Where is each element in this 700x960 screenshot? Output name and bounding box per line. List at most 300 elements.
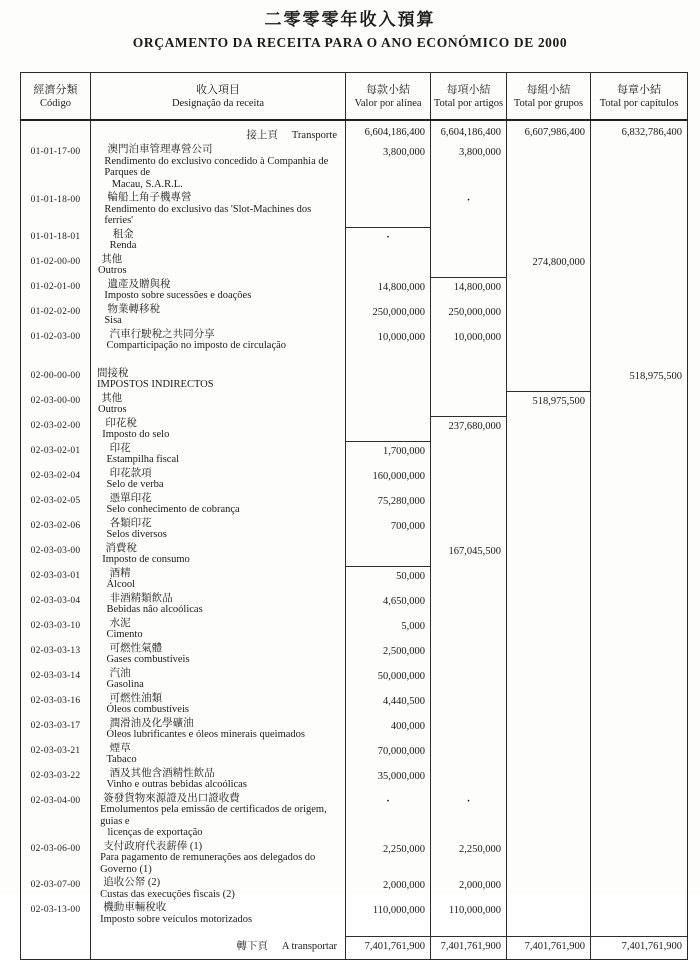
artigos-cell xyxy=(431,442,507,467)
designation-pt: Rendimento do exclusivo das 'Slot-Machines dos ferries' xyxy=(104,203,312,226)
designation-pt: Imposto de consumo xyxy=(102,554,190,565)
table-row xyxy=(21,492,688,517)
spacer-cell xyxy=(507,353,591,367)
code-cell: 02-03-03-04 xyxy=(21,592,91,617)
artigos-cell xyxy=(431,228,507,253)
artigos-cell xyxy=(431,567,507,592)
table-row xyxy=(21,442,688,467)
designation-pt: Imposto do selo xyxy=(102,429,170,440)
grupos-cell xyxy=(507,143,591,191)
grupos-cell: 518,975,500 xyxy=(507,392,591,417)
artigos-cell xyxy=(431,767,507,792)
grupos-cell xyxy=(507,767,591,792)
capitulos-cell xyxy=(591,303,688,328)
code-cell: 02-03-06-00 xyxy=(21,840,91,877)
designation-cell xyxy=(91,567,346,592)
artigos-cell: 2,250,000 xyxy=(431,840,507,877)
designation-cell xyxy=(91,328,346,353)
code-cell: 02-03-02-06 xyxy=(21,517,91,542)
grupos-cell xyxy=(507,901,591,926)
header-artigos-zh: 每項小結 xyxy=(446,83,491,96)
designation-zh: 簽發貨物來源證及出口證收費 xyxy=(103,792,240,804)
spacer-cell xyxy=(21,926,91,937)
capitulos-cell xyxy=(591,253,688,278)
code-cell: 01-01-18-00 xyxy=(21,191,91,228)
artigos-cell: 2,000,000 xyxy=(431,876,507,901)
grupos-cell xyxy=(507,742,591,767)
designation-cell xyxy=(91,278,346,303)
table-row xyxy=(21,517,688,542)
designation-pt: Sisa xyxy=(104,315,122,326)
spacer-cell xyxy=(591,926,688,937)
capitulos-cell xyxy=(591,542,688,567)
designation-zh: 酒及其他含酒精性飲品 xyxy=(109,767,215,779)
table-row xyxy=(21,901,688,926)
table-row xyxy=(21,567,688,592)
grupos-cell xyxy=(507,467,591,492)
grupos-cell xyxy=(507,442,591,467)
capitulos-cell xyxy=(591,767,688,792)
grupos-cell: 274,800,000 xyxy=(507,253,591,278)
designation-cell xyxy=(91,228,346,253)
designation-pt: Tabaco xyxy=(106,754,137,765)
grupos-cell xyxy=(507,567,591,592)
designation-pt: Gases combustíveis xyxy=(106,654,190,665)
designation-cell xyxy=(91,592,346,617)
alinea-cell: 75,280,000 xyxy=(346,492,431,517)
table-row xyxy=(21,792,688,840)
alinea-cell: 10,000,000 xyxy=(346,328,431,353)
grupos-cell xyxy=(507,667,591,692)
designation-pt: Renda xyxy=(109,240,137,251)
designation-cell xyxy=(91,642,346,667)
header-alinea xyxy=(346,73,431,121)
alinea-cell: 3,800,000 xyxy=(346,143,431,191)
artigos-cell xyxy=(431,592,507,617)
alinea-cell: 2,250,000 xyxy=(346,840,431,877)
grupos-cell xyxy=(507,278,591,303)
header-capitulos-zh: 每章小結 xyxy=(617,83,661,96)
alinea-cell xyxy=(346,253,431,278)
spacer-cell xyxy=(91,926,346,937)
grupos-cell xyxy=(507,592,591,617)
grupos-cell xyxy=(507,328,591,353)
capitulos-cell xyxy=(591,840,688,877)
grupos-cell xyxy=(507,542,591,567)
artigos-cell: 14,800,000 xyxy=(431,278,507,303)
designation-cell xyxy=(91,143,346,191)
alinea-cell xyxy=(346,417,431,442)
code-cell: 02-03-03-21 xyxy=(21,742,91,767)
grupos-cell xyxy=(507,303,591,328)
artigos-cell xyxy=(431,692,507,717)
table-row xyxy=(21,617,688,642)
carry-label-pt: A transportar xyxy=(281,940,337,952)
header-designacao-pt: Designação da receita xyxy=(171,97,265,109)
table-row xyxy=(21,392,688,417)
designation-cell xyxy=(91,191,346,228)
capitulos-cell xyxy=(591,692,688,717)
carry-row xyxy=(21,120,688,143)
artigos-cell: 237,680,000 xyxy=(431,417,507,442)
alinea-cell: · xyxy=(346,228,431,253)
designation-pt: Cimento xyxy=(106,629,143,640)
spacer-cell xyxy=(346,353,431,367)
code-cell: 02-03-00-00 xyxy=(21,392,91,417)
artigos-cell: 7,401,761,900 xyxy=(431,937,507,960)
table-row xyxy=(21,692,688,717)
designation-cell xyxy=(91,840,346,877)
artigos-cell xyxy=(431,517,507,542)
alinea-cell xyxy=(346,392,431,417)
table-row xyxy=(21,228,688,253)
carry-label-pt: Transporte xyxy=(291,130,337,141)
capitulos-cell xyxy=(591,792,688,840)
grupos-cell xyxy=(507,367,591,392)
alinea-cell xyxy=(346,542,431,567)
table-row xyxy=(21,417,688,442)
designation-zh: 機動車輛稅收 xyxy=(103,902,167,913)
designation-pt: Comparticipação no imposto de circulação xyxy=(106,340,287,351)
alinea-cell xyxy=(346,367,431,392)
header-grupos xyxy=(507,73,591,121)
code-cell: 02-03-03-17 xyxy=(21,717,91,742)
capitulos-cell xyxy=(591,417,688,442)
designation-cell xyxy=(91,717,346,742)
designation-cell xyxy=(91,692,346,717)
capitulos-cell xyxy=(591,228,688,253)
capitulos-cell xyxy=(591,901,688,926)
designation-zh: 憑單印花 xyxy=(109,492,152,504)
designation-zh: 物業轉移稅 xyxy=(107,303,160,315)
designation-cell xyxy=(91,667,346,692)
artigos-cell xyxy=(431,717,507,742)
grupos-cell xyxy=(507,417,591,442)
designation-zh: 汽車行駛稅之共同分享 xyxy=(109,328,215,340)
code-cell: 02-03-03-16 xyxy=(21,692,91,717)
table-row xyxy=(21,278,688,303)
artigos-cell xyxy=(431,742,507,767)
document-title-portuguese: ORÇAMENTO DA RECEITA PARA O ANO ECONÓMICO DE 2000 xyxy=(132,35,568,50)
artigos-cell xyxy=(431,667,507,692)
capitulos-cell xyxy=(591,191,688,228)
designation-zh: 其他 xyxy=(101,253,123,265)
header-codigo-pt: Código xyxy=(40,97,71,109)
code-cell: 02-03-13-00 xyxy=(21,901,91,926)
header-designacao-zh: 收入項目 xyxy=(196,83,240,96)
spacer-row xyxy=(21,353,688,367)
designation-zh: 追收公帑 (2) xyxy=(103,877,161,888)
grupos-cell xyxy=(507,792,591,840)
header-grupos-pt: Total por grupos xyxy=(513,97,584,109)
alinea-cell: 250,000,000 xyxy=(346,303,431,328)
grupos-cell xyxy=(507,191,591,228)
table-row xyxy=(21,717,688,742)
code-cell: 02-03-03-14 xyxy=(21,667,91,692)
header-capitulos xyxy=(591,73,688,121)
designation-cell xyxy=(91,742,346,767)
code-cell: 02-03-03-01 xyxy=(21,567,91,592)
designation-pt: Custas das execuções fiscais (2) xyxy=(100,888,235,900)
code-cell: 01-01-17-00 xyxy=(21,143,91,191)
capitulos-cell xyxy=(591,717,688,742)
grupos-cell xyxy=(507,517,591,542)
designation-pt: Rendimento do exclusivo concedido à Companhia de Parques de xyxy=(104,155,329,178)
designation-zh: 輪船上角子機專營 xyxy=(107,192,192,203)
designation-zh: 租金 xyxy=(112,228,134,240)
grupos-cell xyxy=(507,617,591,642)
grupos-cell: 7,401,761,900 xyxy=(507,937,591,960)
designation-pt: Álcool xyxy=(106,579,136,590)
designation-cell xyxy=(91,542,346,567)
capitulos-cell xyxy=(591,642,688,667)
designation-cell xyxy=(91,901,346,926)
designation-zh: 汽油 xyxy=(109,667,131,679)
alinea-cell: 4,650,000 xyxy=(346,592,431,617)
artigos-cell: · xyxy=(431,191,507,228)
designation-zh: 印花 xyxy=(109,442,131,454)
designation-cell xyxy=(91,253,346,278)
code-cell: 02-00-00-00 xyxy=(21,367,91,392)
spacer-cell xyxy=(431,926,507,937)
designation-zh: 遺產及贈與稅 xyxy=(107,278,171,290)
alinea-cell: 1,700,000 xyxy=(346,442,431,467)
designation-pt: Vinho e outras bebidas alcoólicas xyxy=(106,779,247,790)
table-row xyxy=(21,542,688,567)
table-row xyxy=(21,840,688,877)
designation-pt: Bebidas não alcoólicas xyxy=(106,604,203,615)
alinea-cell: 35,000,000 xyxy=(346,767,431,792)
capitulos-cell xyxy=(591,328,688,353)
code-cell: 02-03-02-04 xyxy=(21,467,91,492)
capitulos-cell xyxy=(591,392,688,417)
designation-cell xyxy=(91,417,346,442)
artigos-cell: 6,604,186,400 xyxy=(431,120,507,143)
artigos-cell: 10,000,000 xyxy=(431,328,507,353)
artigos-cell: 110,000,000 xyxy=(431,901,507,926)
table-row xyxy=(21,767,688,792)
capitulos-cell xyxy=(591,517,688,542)
grupos-cell: 6,607,986,400 xyxy=(507,120,591,143)
designation-zh: 非酒精類飲品 xyxy=(109,592,173,604)
designation-cell xyxy=(91,442,346,467)
designation-cell xyxy=(91,303,346,328)
alinea-cell: 5,000 xyxy=(346,617,431,642)
header-capitulos-pt: Total por capítulos xyxy=(599,97,679,109)
code-cell: 01-02-02-00 xyxy=(21,303,91,328)
designation-cell xyxy=(91,876,346,901)
designation-pt: Óleos combustíveis xyxy=(106,704,189,715)
header-alinea-zh: 每款小結 xyxy=(366,83,410,96)
capitulos-cell xyxy=(591,143,688,191)
designation-pt: Gasolina xyxy=(106,679,144,690)
designation-cell xyxy=(91,617,346,642)
table-header-row xyxy=(21,73,688,121)
capitulos-cell: 518,975,500 xyxy=(591,367,688,392)
alinea-cell: 2,500,000 xyxy=(346,642,431,667)
designation-zh: 間接稅 xyxy=(97,367,129,379)
designation-pt: Selo conhecimento de cobrança xyxy=(106,504,240,515)
spacer-cell xyxy=(431,353,507,367)
designation-pt: Óleos lubrificantes e óleos minerais queimados xyxy=(106,729,306,740)
designation-pt: Outros xyxy=(98,404,127,415)
capitulos-cell xyxy=(591,742,688,767)
designation-zh: 支付政府代表薪俸 (1) xyxy=(103,840,203,852)
alinea-cell: 14,800,000 xyxy=(346,278,431,303)
capitulos-cell xyxy=(591,278,688,303)
capitulos-cell xyxy=(591,567,688,592)
designation-zh: 可燃性油類 xyxy=(109,692,163,704)
alinea-cell: · xyxy=(346,792,431,840)
alinea-cell: 400,000 xyxy=(346,717,431,742)
table-row xyxy=(21,143,688,191)
alinea-cell: 50,000,000 xyxy=(346,667,431,692)
code-cell: 02-03-02-05 xyxy=(21,492,91,517)
code-cell: 02-03-07-00 xyxy=(21,876,91,901)
artigos-cell xyxy=(431,392,507,417)
spacer-cell xyxy=(591,353,688,367)
spacer-cell xyxy=(346,926,431,937)
artigos-cell xyxy=(431,642,507,667)
designation-zh: 水泥 xyxy=(109,617,131,629)
grupos-cell xyxy=(507,692,591,717)
code-cell: 02-03-04-00 xyxy=(21,792,91,840)
designation-zh: 澳門泊車管理專營公司 xyxy=(107,144,213,155)
alinea-cell: 4,440,500 xyxy=(346,692,431,717)
table-row xyxy=(21,742,688,767)
designation-zh: 印花稅 xyxy=(105,417,137,429)
alinea-cell: 110,000,000 xyxy=(346,901,431,926)
alinea-cell: 6,604,186,400 xyxy=(346,120,431,143)
code-cell: 02-03-03-13 xyxy=(21,642,91,667)
designation-pt: Selos diversos xyxy=(106,529,167,540)
designation-zh: 潤滑油及化學礦油 xyxy=(109,717,194,729)
artigos-cell: 250,000,000 xyxy=(431,303,507,328)
spacer-cell xyxy=(507,926,591,937)
designation-cell xyxy=(91,517,346,542)
code-cell xyxy=(21,120,91,143)
designation-pt: Imposto sobre veículos motorizados xyxy=(100,913,253,925)
alinea-cell: 7,401,761,900 xyxy=(346,937,431,960)
code-cell: 02-03-03-22 xyxy=(21,767,91,792)
header-alinea-pt: Valor por alínea xyxy=(354,97,422,109)
alinea-cell: 160,000,000 xyxy=(346,467,431,492)
table-row xyxy=(21,592,688,617)
capitulos-cell xyxy=(591,617,688,642)
spacer-row xyxy=(21,926,688,937)
header-codigo xyxy=(21,73,91,121)
designation-pt: Para pagamento de remunerações aos delegados do Governo (1) xyxy=(100,852,316,875)
grupos-cell xyxy=(507,642,591,667)
document-title-chinese: 二零零零年收入預算 xyxy=(264,10,436,29)
table-row xyxy=(21,303,688,328)
designation-zh: 煙草 xyxy=(109,742,131,754)
code-cell: 02-03-03-00 xyxy=(21,542,91,567)
total-row xyxy=(21,937,688,960)
table-row xyxy=(21,328,688,353)
header-artigos xyxy=(431,73,507,121)
alinea-cell xyxy=(346,191,431,228)
grupos-cell xyxy=(507,492,591,517)
artigos-cell xyxy=(431,253,507,278)
capitulos-cell xyxy=(591,592,688,617)
artigos-cell xyxy=(431,467,507,492)
capitulos-cell xyxy=(591,492,688,517)
alinea-cell: 70,000,000 xyxy=(346,742,431,767)
table-row xyxy=(21,876,688,901)
capitulos-cell: 6,832,786,400 xyxy=(591,120,688,143)
designation-pt: Estampilha fiscal xyxy=(106,454,180,465)
designation-zh: 消費稅 xyxy=(105,542,137,554)
capitulos-cell: 7,401,761,900 xyxy=(591,937,688,960)
capitulos-cell xyxy=(591,442,688,467)
designation-cell xyxy=(91,367,346,392)
table-row xyxy=(21,191,688,228)
artigos-cell xyxy=(431,367,507,392)
designation-zh: 酒精 xyxy=(109,567,131,579)
header-artigos-pt: Total por artigos xyxy=(433,97,504,109)
header-designacao xyxy=(91,73,346,121)
spacer-cell xyxy=(21,353,91,367)
designation-zh: 可燃性氣體 xyxy=(109,642,163,654)
alinea-cell: 50,000 xyxy=(346,567,431,592)
spacer-cell xyxy=(91,353,346,367)
designation-pt: Emolumentos pela emissão de certificados de origem, guias e xyxy=(100,804,327,827)
designation-zh: 其他 xyxy=(101,392,123,404)
grupos-cell xyxy=(507,876,591,901)
capitulos-cell xyxy=(591,667,688,692)
capitulos-cell xyxy=(591,876,688,901)
artigos-cell xyxy=(431,492,507,517)
designation-cell xyxy=(91,767,346,792)
designation-zh: 印花款項 xyxy=(109,467,152,479)
designation-pt: Outros xyxy=(98,265,127,276)
grupos-cell xyxy=(507,228,591,253)
designation-pt: IMPOSTOS INDIRECTOS xyxy=(97,379,214,390)
table-row xyxy=(21,642,688,667)
header-codigo-zh: 經濟分類 xyxy=(33,83,78,96)
table-row xyxy=(21,253,688,278)
designation-cell xyxy=(91,120,346,143)
code-cell: 01-01-18-01 xyxy=(21,228,91,253)
alinea-cell: 2,000,000 xyxy=(346,876,431,901)
revenue-budget-table xyxy=(20,72,688,960)
designation-pt: Imposto sobre sucessões e doações xyxy=(104,290,252,301)
carry-label-zh: 轉下頁 xyxy=(236,940,268,952)
designation-cell xyxy=(91,467,346,492)
code-cell: 01-02-03-00 xyxy=(21,328,91,353)
grupos-cell xyxy=(507,840,591,877)
designation-pt-continued: licenças de exportação xyxy=(107,827,203,838)
header-grupos-zh: 每組小結 xyxy=(526,83,571,96)
carry-label-zh: 接上頁 xyxy=(246,130,278,141)
capitulos-cell xyxy=(591,467,688,492)
alinea-cell: 700,000 xyxy=(346,517,431,542)
code-cell: 01-02-00-00 xyxy=(21,253,91,278)
designation-cell xyxy=(91,792,346,840)
artigos-cell: 167,045,500 xyxy=(431,542,507,567)
designation-zh: 各類印花 xyxy=(109,517,152,529)
artigos-cell: · xyxy=(431,792,507,840)
designation-cell xyxy=(91,492,346,517)
grupos-cell xyxy=(507,717,591,742)
table-row xyxy=(21,467,688,492)
artigos-cell xyxy=(431,617,507,642)
designation-pt-continued: Macau, S.A.R.L. xyxy=(111,178,183,190)
code-cell xyxy=(21,937,91,960)
artigos-cell: 3,800,000 xyxy=(431,143,507,191)
code-cell: 02-03-03-10 xyxy=(21,617,91,642)
